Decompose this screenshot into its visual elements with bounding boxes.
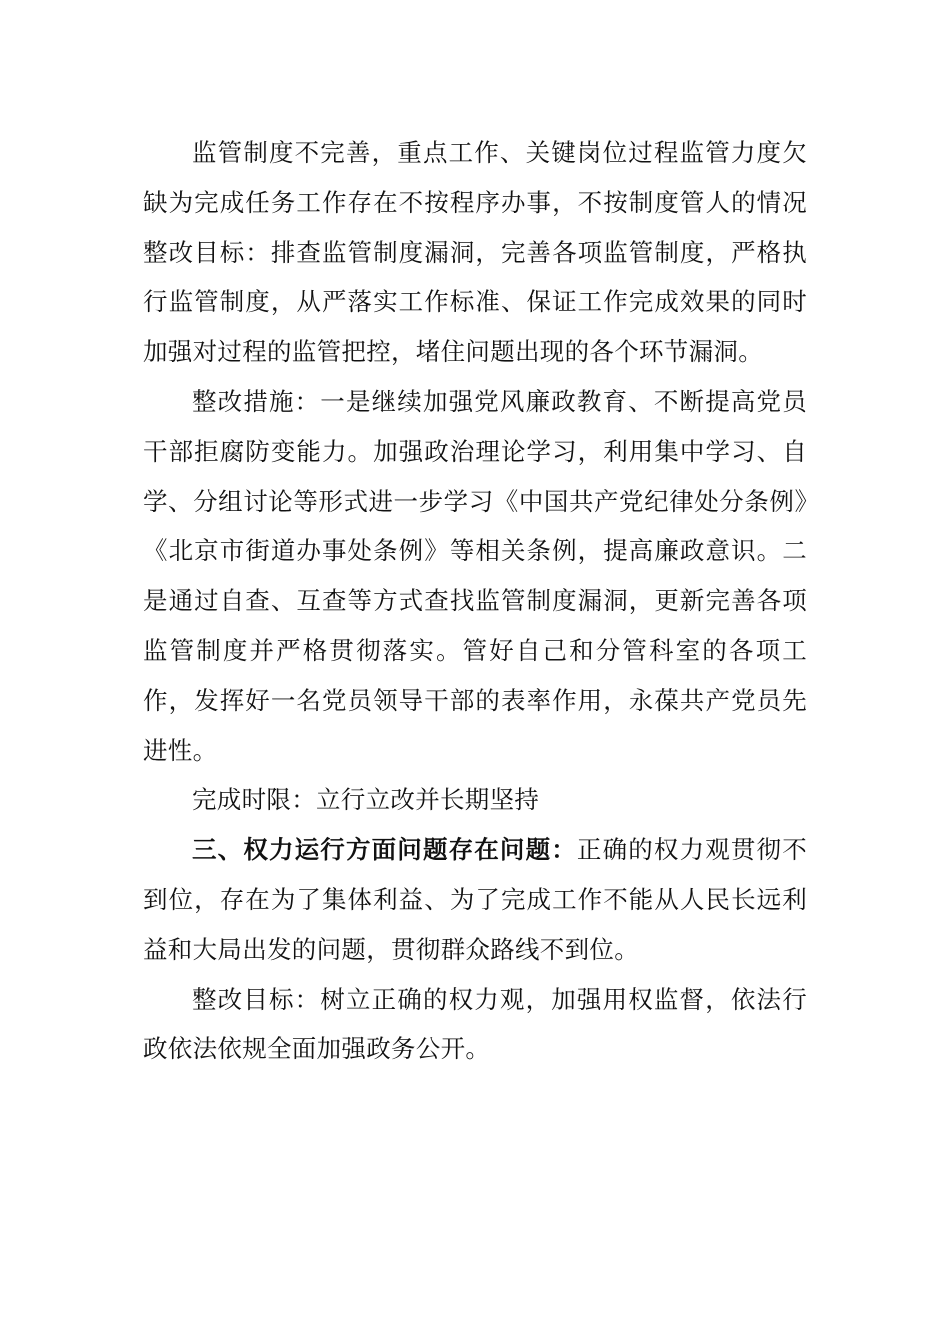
paragraph-rectification-measures: 整改措施：一是继续加强党风廉政教育、不断提高党员干部拒腐防变能力。加强政治理论学习，利用集中学习、自学、分组讨论等形式进一步学习《中国共产党纪律处分条例》《北京市街道办事处条例》等相关条例，提高廉政意识。二是通过自查、互查等方式查找监管制度漏洞，更新完善各项监管制度并严格贯彻落实。管好自己和分管科室的各项工作，发挥好一名党员领导干部的表率作用，永葆共产党员先进性。 xyxy=(143,386,807,765)
paragraph-power-operation xyxy=(143,825,807,974)
paragraph-completion-deadline: 完成时限：立行立改并长期坚持 xyxy=(192,785,540,815)
paragraph-rectification-goal: 整改目标：树立正确的权力观，加强用权监督，依法行政依法依规全面加强政务公开。 xyxy=(143,984,807,1064)
paragraph-power-operation-text: 正确的权力观贯彻不到位，存在为了集体利益、为了完成工作不能从人民长远利益和大局出发的问题，贯彻群众路线不到位。 xyxy=(143,835,808,964)
section-heading-power-operation: 三、权力运行方面问题存在问题： xyxy=(192,835,577,865)
document-body xyxy=(143,128,807,1074)
paragraph-supervision-system: 监管制度不完善，重点工作、关键岗位过程监管力度欠缺为完成任务工作存在不按程序办事，不按制度管人的情况整改目标：排查监管制度漏洞，完善各项监管制度，严格执行监管制度，从严落实工作标准、保证工作完成效果的同时加强对过程的监管把控，堵住问题出现的各个环节漏洞。 xyxy=(143,138,807,367)
